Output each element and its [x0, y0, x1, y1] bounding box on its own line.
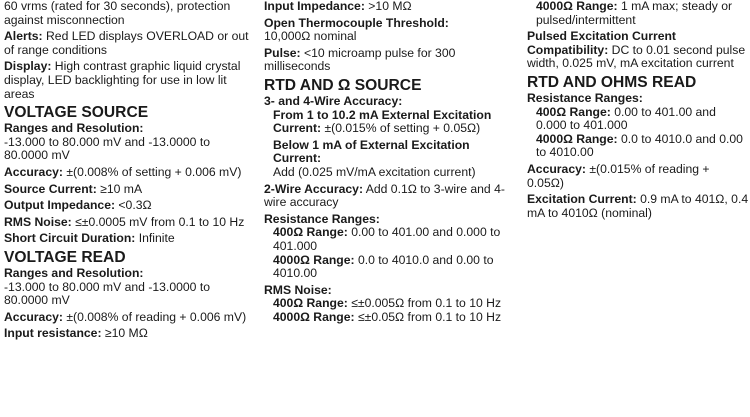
spec-label: Excitation Current:: [527, 192, 637, 207]
spec-label: RMS Noise:: [264, 282, 332, 297]
spec-column-2: [264, 0, 516, 324]
spec-value: 10,000Ω nominal: [264, 29, 357, 44]
spec-value: 0.0 to 4010.0 and 0.00 to 4010.00: [536, 131, 743, 160]
spec-value: Infinite: [135, 231, 175, 246]
spec-label: Open Thermocouple Threshold:: [264, 15, 449, 30]
spec-label: Accuracy:: [527, 161, 586, 176]
spec-value: 0.9 mA to 401Ω, 0.4 mA to 4010Ω (nominal): [527, 192, 749, 220]
spec-value: ≥10 MΩ: [101, 326, 148, 341]
display-spec: [4, 60, 254, 101]
spec-value: ±(0.008% of reading + 0.006 mV): [62, 309, 247, 324]
spec-value: -13.000 to 80.000 mV and -13.0000 to 80.0000 mV: [4, 279, 210, 308]
spec-label: Accuracy:: [4, 164, 63, 179]
accuracy-spec: [527, 163, 749, 190]
spec-label: Source Current:: [4, 181, 97, 196]
noise-4000-spec: [264, 311, 516, 325]
spec-label: 4000Ω Range:: [536, 0, 618, 13]
pulse-spec: [264, 47, 516, 74]
spec-value: ≤±0.005Ω from 0.1 to 10 Hz: [347, 296, 502, 311]
excitation-current-spec: [527, 193, 749, 220]
spec-label: 4000Ω Range:: [536, 131, 618, 146]
spec-value: ±(0.015% of setting + 0.05Ω): [321, 121, 481, 136]
spec-label: 4000Ω Range:: [273, 252, 355, 267]
spec-label: Resistance Ranges:: [264, 211, 380, 226]
spec-value: Add 0.1Ω to 3-wire and 4-wire accuracy: [264, 181, 505, 210]
spec-label: Below 1 mA of External Excitation Current:: [273, 137, 470, 166]
spec-value: >10 MΩ: [364, 0, 412, 13]
spec-column-3: [527, 0, 749, 220]
intro-text: 60 vrms (rated for 30 seconds), protection against misconnection: [4, 0, 231, 27]
range-400-spec: [264, 226, 516, 253]
spec-value: High contrast graphic liquid crystal display, LED backlighting for use in low lit areas: [4, 59, 241, 101]
spec-label: Alerts:: [4, 29, 43, 44]
spec-label: 2-Wire Accuracy:: [264, 181, 364, 196]
spec-value: DC to 0.01 second pulse width, 0.025 mV, mA excitation current: [527, 42, 746, 71]
spec-label: Output Impedance:: [4, 198, 116, 213]
spec-value: ≤±0.0005 mV from 0.1 to 10 Hz: [71, 214, 245, 229]
accuracy-spec: [4, 311, 254, 325]
alerts-spec: [4, 30, 254, 57]
spec-column-1: [4, 0, 254, 341]
output-impedance-spec: [4, 199, 254, 213]
spec-label: Input resistance:: [4, 326, 102, 341]
spec-label: 400Ω Range:: [273, 296, 348, 311]
spec-value: 0.0 to 4010.0 and 0.00 to 4010.00: [273, 252, 494, 281]
section-heading-voltage-source: VOLTAGE SOURCE: [4, 104, 149, 122]
range-400-spec: [527, 106, 749, 133]
section-heading-rtd-read: RTD AND OHMS READ: [527, 73, 697, 91]
spec-label: From 1 to 10.2 mA External Excitation Current:: [273, 107, 492, 136]
spec-label: Resistance Ranges:: [527, 90, 643, 105]
rms-noise-spec: [4, 216, 254, 230]
spec-value: ≤±0.05Ω from 0.1 to 10 Hz: [354, 309, 502, 324]
source-current-spec: [4, 183, 254, 197]
section-heading-rtd-source: RTD AND Ω SOURCE: [264, 76, 422, 94]
spec-value: ±(0.015% of reading + 0.05Ω): [527, 161, 710, 190]
spec-value: Red LED displays OVERLOAD or out of range conditions: [4, 29, 249, 57]
spec-label: 400Ω Range:: [536, 104, 611, 119]
spec-value: <10 microamp pulse for 300 milliseconds: [264, 45, 456, 74]
spec-value: ±(0.008% of setting + 0.006 mV): [62, 164, 242, 179]
pulsed-excitation-spec: [527, 30, 749, 71]
range-4000-spec: [264, 254, 516, 281]
spec-label: Accuracy:: [4, 309, 63, 324]
spec-label: Display:: [4, 59, 52, 74]
spec-label: 400Ω Range:: [273, 225, 348, 240]
range-4000-spec: [527, 133, 749, 160]
spec-value: ≥10 mA: [96, 181, 143, 196]
two-wire-accuracy-spec: [264, 183, 516, 210]
spec-label: Ranges and Resolution:: [4, 121, 144, 136]
section-heading-voltage-read: VOLTAGE READ: [4, 248, 126, 266]
spec-label: Pulsed Excitation Current Compatibility:: [527, 29, 676, 57]
spec-label: Ranges and Resolution:: [4, 265, 144, 280]
spec-label: Pulse:: [264, 45, 301, 60]
spec-label: 4000Ω Range:: [273, 309, 355, 324]
spec-label: RMS Noise:: [4, 214, 72, 229]
input-impedance-spec: [264, 0, 516, 14]
spec-label: Input Impedance:: [264, 0, 365, 13]
spec-value: 0.00 to 401.00 and 0.000 to 401.000: [273, 225, 501, 253]
spec-value: <0.3Ω: [115, 198, 152, 213]
spec-value: 1 mA max; steady or pulsed/intermittent: [536, 0, 733, 27]
spec-value: Add (0.025 mV/mA excitation current): [273, 164, 476, 179]
noise-400-spec: [264, 297, 516, 311]
spec-value: 0.00 to 401.00 and 0.000 to 401.000: [536, 104, 716, 133]
range-4000-current-spec: [527, 0, 749, 27]
short-circuit-spec: [4, 232, 254, 246]
from-excitation-spec: [264, 109, 516, 136]
spec-value: -13.000 to 80.000 mV and -13.0000 to 80.0000 mV: [4, 134, 210, 163]
input-resistance-spec: [4, 327, 254, 341]
accuracy-spec: [4, 166, 254, 180]
spec-label: 3- and 4-Wire Accuracy:: [264, 93, 403, 108]
spec-label: Short Circuit Duration:: [4, 231, 136, 246]
